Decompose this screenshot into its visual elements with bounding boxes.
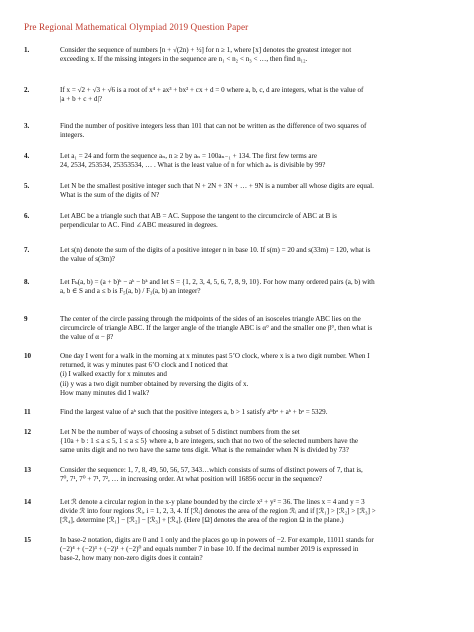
- question-line: Let N be the smallest positive integer such that N + 2N + 3N + … + 9N is a number all whose digits are equal.: [60, 182, 374, 190]
- question-number: 14: [24, 498, 32, 506]
- question-5: [24, 182, 456, 200]
- question-number: 1.: [24, 46, 30, 54]
- question-number: 3.: [24, 122, 30, 130]
- question-7: [24, 246, 456, 264]
- question-text: [60, 278, 456, 296]
- question-number: 6.: [24, 212, 30, 220]
- question-line: Let N be the number of ways of choosing a subset of 5 distinct numbers from the set: [60, 428, 300, 436]
- question-line: In base-2 notation, digits are 0 and 1 only and the places go up in powers of −2. For example, 11011 stands for: [60, 536, 374, 544]
- question-15: [24, 536, 456, 564]
- question-line: How many minutes did I walk?: [60, 388, 150, 397]
- question-line: 24, 2534, 253534, 25353534, … . What is the least value of n for which aₙ is divisible by 99?: [60, 161, 326, 170]
- question-10: [24, 352, 456, 398]
- question-number: 7.: [24, 246, 30, 254]
- question-text: [60, 428, 456, 456]
- question-text: [60, 408, 456, 417]
- question-11: [24, 408, 456, 417]
- question-line: returned, it was y minutes past 6’O clock and I noticed that: [60, 361, 228, 370]
- question-number: 11: [24, 408, 31, 416]
- question-line: the value of s(3m)?: [60, 255, 115, 264]
- question-line: What is the sum of the digits of N?: [60, 191, 160, 200]
- question-text: [60, 182, 456, 200]
- question-13: [24, 466, 456, 484]
- question-number: 9: [24, 315, 28, 323]
- question-number: 10: [24, 352, 32, 360]
- question-number: 12: [24, 428, 32, 436]
- page-title: Pre Regional Mathematical Olympiad 2019 Question Paper: [24, 22, 249, 32]
- question-3: [24, 122, 456, 140]
- question-text: [60, 246, 456, 264]
- question-text: [60, 536, 456, 564]
- question-line: Find the number of positive integers less than 101 that can not be written as the difference of two squares of: [60, 122, 367, 130]
- question-9: [24, 315, 456, 343]
- question-4: [24, 152, 456, 170]
- question-line: [ℛ₄], determine [ℛ₁] − [ℛ₂] − [ℛ₃] + [ℛ₄]. (Here [Ω] denotes the area of the region Ω in the plane.): [60, 516, 344, 525]
- question-line: Consider the sequence: 1, 7, 8, 49, 50, 56, 57, 343…which consists of sums of distinct powers of 7, that is,: [60, 466, 363, 474]
- question-text: [60, 212, 456, 230]
- question-text: [60, 122, 456, 140]
- question-text: [60, 352, 456, 398]
- question-line: (−2)⁴ + (−2)³ + (−2)¹ + (−2)⁰ and equals number 7 in base 10. If the decimal number 2019 is expressed in: [60, 545, 359, 554]
- question-line: If x = √2 + √3 + √6 is a root of x⁴ + ax³ + bx² + cx + d = 0 where a, b, c, d are integers, what is the value of: [60, 86, 364, 94]
- question-line: (ii) y was a two digit number obtained by reversing the digits of x.: [60, 379, 249, 388]
- question-line: Let ℛ denote a circular region in the x-y plane bounded by the circle x² + y² = 36. The lines x = 4 and y = 3: [60, 498, 365, 506]
- question-number: 8.: [24, 278, 30, 286]
- question-line: same units digit and no two have the same tens digit. What is the remainder when N is divided by 73?: [60, 446, 349, 455]
- question-number: 4.: [24, 152, 30, 160]
- question-line: |a + b + c + d|?: [60, 95, 103, 104]
- question-line: divide ℛ into four regions ℛᵢ, i = 1, 2, 3, 4. If [ℛᵢ] denotes the area of the region ℛᵢ and if [ℛ₁] > [ℛ₂] > [ℛ₃] >: [60, 507, 376, 516]
- question-text: [60, 466, 456, 484]
- question-line: 7⁰, 7¹, 7⁰ + 7¹, 7², … in increasing order. At what position will 16856 occur in the sequence?: [60, 475, 323, 484]
- question-line: Let Fₖ(a, b) = (a + b)ᵏ − aᵏ − bᵏ and let S = {1, 2, 3, 4, 5, 6, 7, 8, 9, 10}. For how many ordered pairs (a, b) with: [60, 278, 375, 286]
- question-8: [24, 278, 456, 296]
- question-line: a, b ∈ S and a ≤ b is F₅(a, b) / F₃(a, b) an integer?: [60, 287, 201, 296]
- question-text: [60, 498, 456, 526]
- question-line: circumcircle of triangle ABC. If the larger angle of the triangle ABC is α° and the smaller one β°, then what is: [60, 324, 373, 333]
- question-line: Find the largest value of aᵇ such that the positive integers a, b > 1 satisfy aᵇbᵃ + aᵇ + bᵃ = 5329.: [60, 408, 328, 416]
- question-text: [60, 86, 456, 104]
- question-line: One day I went for a walk in the morning at x minutes past 5’O clock, where x is a two digit number. When I: [60, 352, 370, 360]
- question-line: Let ABC be a triangle such that AB = AC. Suppose the tangent to the circumcircle of ABC at B is: [60, 212, 337, 220]
- question-line: base-2, how many non-zero digits does it contain?: [60, 554, 203, 563]
- question-1: [24, 46, 456, 64]
- question-line: Let a₁ = 24 and form the sequence aₙ, n ≥ 2 by aₙ = 100aₙ₋₁ + 134. The first few terms are: [60, 152, 318, 160]
- question-number: 13: [24, 466, 32, 474]
- question-line: exceeding x. If the missing integers in the sequence are n₁ < n₂ < n₃ < …, then find n₁₂.: [60, 55, 308, 64]
- question-line: Let s(n) denote the sum of the digits of a positive integer n in base 10. If s(m) = 20 and s(33m) = 120, what is: [60, 246, 371, 254]
- question-6: [24, 212, 456, 230]
- question-text: [60, 152, 456, 170]
- question-text: [60, 46, 456, 64]
- question-line: (i) I walked exactly for x minutes and: [60, 370, 167, 379]
- question-2: [24, 86, 456, 104]
- question-line: the value of α − β?: [60, 333, 114, 342]
- question-number: 15: [24, 536, 32, 544]
- question-line: Consider the sequence of numbers [n + √(2n) + ½] for n ≥ 1, where [x] denotes the greatest integer not: [60, 46, 352, 54]
- question-line: integers.: [60, 131, 85, 140]
- question-number: 5.: [24, 182, 30, 190]
- question-number: 2.: [24, 86, 30, 94]
- question-line: The center of the circle passing through the midpoints of the sides of an isosceles triangle ABC lies on the: [60, 315, 361, 323]
- question-line: {10a + b : 1 ≤ a ≤ 5, 1 ≤ a ≤ 5} where a, b are integers, such that no two of the selected numbers have the: [60, 437, 359, 446]
- question-14: [24, 498, 456, 526]
- question-12: [24, 428, 456, 456]
- question-line: perpendicular to AC. Find ∠ABC measured in degrees.: [60, 221, 218, 230]
- question-text: [60, 315, 456, 343]
